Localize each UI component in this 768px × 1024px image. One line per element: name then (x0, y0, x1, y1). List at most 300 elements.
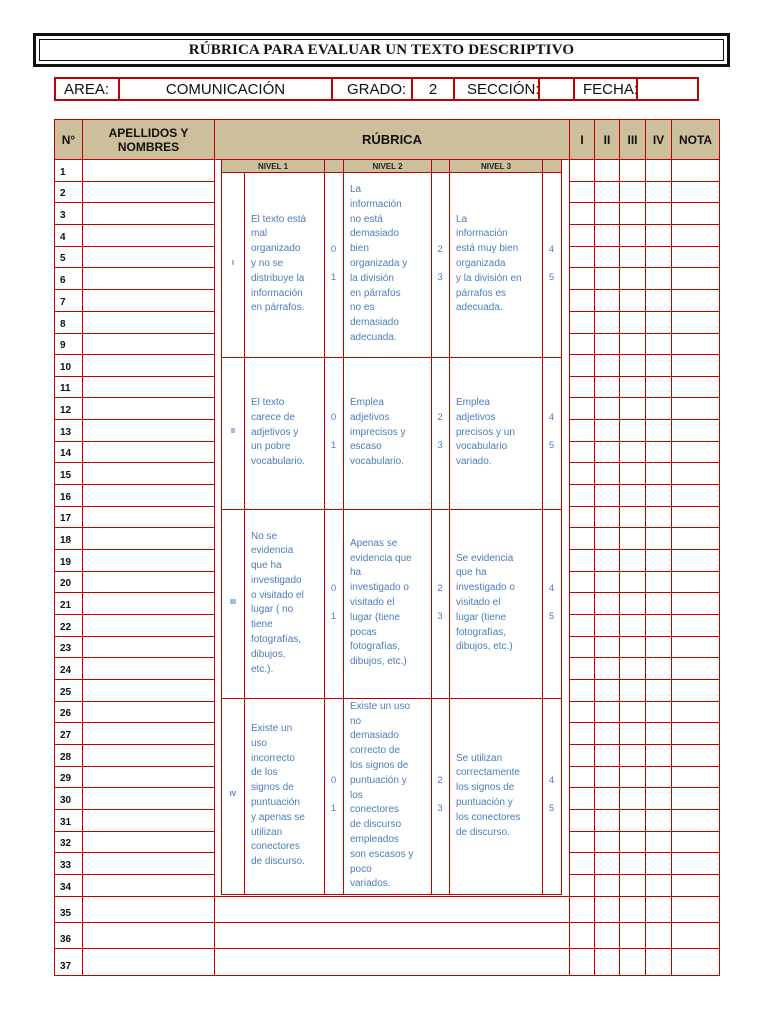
criterion-iv-s3-cell (542, 698, 562, 895)
row-number: 15 (60, 470, 72, 481)
row-number-cell (54, 267, 83, 290)
score-cell-iv[interactable] (645, 948, 672, 976)
score-cell-iii[interactable] (619, 679, 646, 702)
score-cell-iv[interactable] (645, 852, 672, 875)
row-number-cell (54, 181, 83, 203)
criterion-iii-n3-text: Se evidencia que ha investigado o visitado el lugar (tiene fotografías, dibujos, etc.) (456, 552, 515, 653)
score-cell-iii[interactable] (619, 896, 646, 923)
rubric-blank-row (214, 922, 570, 949)
nota-cell[interactable] (671, 224, 720, 247)
row-number: 4 (60, 232, 66, 243)
score-cell-iii[interactable] (619, 549, 646, 572)
student-name-cell[interactable] (82, 636, 215, 658)
student-name-cell[interactable] (82, 506, 215, 528)
score-cell-ii[interactable] (594, 636, 620, 658)
nota-cell[interactable] (671, 289, 720, 312)
score-cell-iii[interactable] (619, 874, 646, 897)
score-cell-iv[interactable] (645, 419, 672, 442)
student-name-cell[interactable] (82, 267, 215, 290)
nota-cell[interactable] (671, 744, 720, 767)
nota-cell[interactable] (671, 592, 720, 615)
student-name-cell[interactable] (82, 484, 215, 507)
score-cell-iii[interactable] (619, 354, 646, 377)
criterion-number: I (232, 259, 234, 267)
student-name-cell[interactable] (82, 722, 215, 745)
score-cell-iv[interactable] (645, 181, 672, 203)
nota-cell[interactable] (671, 831, 720, 853)
score-value: 3 (437, 440, 443, 451)
score-value: 2 (437, 775, 443, 786)
row-number: 30 (60, 795, 72, 806)
score-cell-iv[interactable] (645, 874, 672, 897)
score-value: 4 (548, 775, 555, 786)
score-cell-iii[interactable] (619, 506, 646, 528)
level-score-header (431, 159, 450, 173)
score-cell-i[interactable] (569, 506, 595, 528)
grado-label: GRADO: (333, 79, 413, 99)
nota-cell[interactable] (671, 397, 720, 420)
score-cell-ii[interactable] (594, 462, 620, 485)
score-cell-iv[interactable] (645, 614, 672, 637)
score-cell-ii[interactable] (594, 614, 620, 637)
nota-cell[interactable] (671, 636, 720, 658)
student-name-cell[interactable] (82, 181, 215, 203)
row-number-cell (54, 202, 83, 225)
student-name-cell[interactable] (82, 592, 215, 615)
score-cell-i[interactable] (569, 527, 595, 550)
criterion-number: III (230, 598, 236, 606)
row-number: 27 (60, 730, 72, 741)
score-cell-ii[interactable] (594, 874, 620, 897)
student-name-cell[interactable] (82, 333, 215, 355)
fecha-value[interactable] (638, 79, 697, 99)
score-cell-iv[interactable] (645, 831, 672, 853)
nota-cell[interactable] (671, 549, 720, 572)
nota-cell[interactable] (671, 657, 720, 680)
row-number-cell (54, 333, 83, 355)
nota-cell[interactable] (671, 441, 720, 463)
student-name-cell[interactable] (82, 246, 215, 268)
score-cell-iii[interactable] (619, 333, 646, 355)
score-cell-i[interactable] (569, 722, 595, 745)
score-cell-iii[interactable] (619, 614, 646, 637)
score-cell-iii[interactable] (619, 592, 646, 615)
nota-cell[interactable] (671, 614, 720, 637)
row-number: 16 (60, 492, 72, 503)
seccion-value[interactable] (540, 79, 575, 99)
score-cell-i[interactable] (569, 267, 595, 290)
student-name-cell[interactable] (82, 948, 215, 976)
score-cell-iii[interactable] (619, 948, 646, 976)
row-number: 34 (60, 882, 72, 893)
score-cell-ii[interactable] (594, 679, 620, 702)
nota-cell[interactable] (671, 874, 720, 897)
nota-cell[interactable] (671, 852, 720, 875)
student-name-cell[interactable] (82, 571, 215, 593)
score-cell-iii[interactable] (619, 419, 646, 442)
score-cell-ii[interactable] (594, 397, 620, 420)
score-cell-iv[interactable] (645, 246, 672, 268)
score-cell-i[interactable] (569, 311, 595, 334)
row-number: 1 (60, 167, 66, 178)
nota-cell[interactable] (671, 267, 720, 290)
score-value: 3 (437, 610, 443, 622)
row-number: 31 (60, 817, 72, 828)
score-cell-iv[interactable] (645, 441, 672, 463)
score-value: 4 (548, 582, 555, 594)
nota-cell[interactable] (671, 571, 720, 593)
score-value: 2 (437, 243, 443, 255)
row-number: 29 (60, 773, 72, 784)
criterion-ii-s3-cell (542, 357, 562, 510)
score-cell-ii[interactable] (594, 354, 620, 377)
student-name-cell[interactable] (82, 614, 215, 637)
criterion-i-n1-text: El texto está mal organizado y no se distribuye la información en párrafos. (251, 213, 307, 314)
score-cell-iii[interactable] (619, 701, 646, 723)
row-number: 37 (60, 961, 72, 972)
score-cell-iv[interactable] (645, 333, 672, 355)
score-cell-i[interactable] (569, 202, 595, 225)
nota-cell[interactable] (671, 948, 720, 976)
score-cell-ii[interactable] (594, 922, 620, 949)
score-cell-iv[interactable] (645, 809, 672, 832)
nota-cell[interactable] (671, 354, 720, 377)
score-cell-ii[interactable] (594, 527, 620, 550)
score-cell-i[interactable] (569, 766, 595, 788)
score-cell-iv[interactable] (645, 527, 672, 550)
score-cell-ii[interactable] (594, 441, 620, 463)
nota-cell[interactable] (671, 246, 720, 268)
score-cell-ii[interactable] (594, 852, 620, 875)
row-number: 26 (60, 708, 72, 719)
nota-cell[interactable] (671, 722, 720, 745)
nota-cell[interactable] (671, 419, 720, 442)
score-cell-iv[interactable] (645, 549, 672, 572)
score-cell-iv[interactable] (645, 636, 672, 658)
nota-cell[interactable] (671, 462, 720, 485)
score-cell-ii[interactable] (594, 722, 620, 745)
score-value: 0 (330, 775, 337, 786)
student-name-cell[interactable] (82, 397, 215, 420)
score-value: 0 (330, 412, 337, 423)
score-cell-iii[interactable] (619, 722, 646, 745)
row-number: 10 (60, 362, 72, 373)
student-name-cell[interactable] (82, 657, 215, 680)
student-name-cell[interactable] (82, 159, 215, 182)
student-name-cell[interactable] (82, 224, 215, 247)
score-cell-i[interactable] (569, 787, 595, 810)
score-cell-iii[interactable] (619, 289, 646, 312)
score-cell-iv[interactable] (645, 224, 672, 247)
nota-cell[interactable] (671, 701, 720, 723)
score-value: 0 (330, 243, 337, 255)
score-cell-iv[interactable] (645, 311, 672, 334)
score-cell-ii[interactable] (594, 896, 620, 923)
row-number: 32 (60, 838, 72, 849)
nota-cell[interactable] (671, 766, 720, 788)
criterion-ii-s2-cell (431, 357, 450, 510)
level-header-2: NIVEL 2 (343, 159, 432, 173)
row-number: 2 (60, 188, 66, 199)
grado-value: 2 (413, 79, 455, 99)
score-cell-i[interactable] (569, 852, 595, 875)
score-cell-iii[interactable] (619, 787, 646, 810)
score-cell-ii[interactable] (594, 246, 620, 268)
score-cell-iv[interactable] (645, 462, 672, 485)
score-cell-i[interactable] (569, 679, 595, 702)
student-name-cell[interactable] (82, 896, 215, 923)
score-cell-iii[interactable] (619, 852, 646, 875)
score-cell-ii[interactable] (594, 376, 620, 398)
score-cell-i[interactable] (569, 441, 595, 463)
score-cell-iii[interactable] (619, 636, 646, 658)
score-value: 3 (437, 803, 443, 814)
score-cell-iii[interactable] (619, 267, 646, 290)
level-header-3: NIVEL 3 (449, 159, 543, 173)
score-cell-ii[interactable] (594, 948, 620, 976)
criterion-i-s3-cell (542, 172, 562, 358)
score-cell-i[interactable] (569, 614, 595, 637)
score-cell-i[interactable] (569, 874, 595, 897)
criterion-ii-s1-cell (324, 357, 344, 510)
score-cell-ii[interactable] (594, 289, 620, 312)
score-cell-ii[interactable] (594, 506, 620, 528)
score-cell-iii[interactable] (619, 376, 646, 398)
student-name-cell[interactable] (82, 744, 215, 767)
nota-cell[interactable] (671, 159, 720, 182)
score-cell-ii[interactable] (594, 592, 620, 615)
score-cell-ii[interactable] (594, 744, 620, 767)
col-header-number: N° (54, 119, 83, 160)
nota-cell[interactable] (671, 679, 720, 702)
criterion-iii-s2-cell (431, 509, 450, 699)
score-cell-iii[interactable] (619, 441, 646, 463)
nota-cell[interactable] (671, 202, 720, 225)
score-cell-iv[interactable] (645, 267, 672, 290)
criterion-i-n2-text: La información no está demasiado bien organizada y la división en párrafos no es demasiado adecuada. (350, 184, 408, 344)
row-number: 22 (60, 622, 72, 633)
score-cell-iii[interactable] (619, 181, 646, 203)
score-cell-i[interactable] (569, 376, 595, 398)
score-cell-ii[interactable] (594, 159, 620, 182)
rubric-blank-row (214, 948, 570, 976)
score-cell-ii[interactable] (594, 181, 620, 203)
student-name-cell[interactable] (82, 527, 215, 550)
score-cell-iv[interactable] (645, 657, 672, 680)
score-value: 2 (437, 582, 443, 594)
student-name-cell[interactable] (82, 831, 215, 853)
criterion-iv-n1-text: Existe un uso incorrecto de los signos de puntuación y apenas se utilizan conectores de discurso. (251, 723, 305, 868)
score-cell-i[interactable] (569, 592, 595, 615)
student-name-cell[interactable] (82, 852, 215, 875)
score-cell-ii[interactable] (594, 701, 620, 723)
student-name-cell[interactable] (82, 311, 215, 334)
criterion-ii-n1-text: El texto carece de adjetivos y un pobre vocabulario. (251, 397, 305, 468)
score-cell-iii[interactable] (619, 246, 646, 268)
student-name-cell[interactable] (82, 441, 215, 463)
score-value: 5 (548, 610, 555, 622)
score-cell-ii[interactable] (594, 549, 620, 572)
score-value: 1 (330, 610, 337, 622)
score-cell-iii[interactable] (619, 397, 646, 420)
score-cell-i[interactable] (569, 419, 595, 442)
score-cell-iii[interactable] (619, 202, 646, 225)
student-name-cell[interactable] (82, 549, 215, 572)
score-cell-ii[interactable] (594, 787, 620, 810)
score-cell-iii[interactable] (619, 462, 646, 485)
student-name-cell[interactable] (82, 376, 215, 398)
score-cell-i[interactable] (569, 354, 595, 377)
score-cell-ii[interactable] (594, 267, 620, 290)
score-cell-iv[interactable] (645, 896, 672, 923)
score-cell-i[interactable] (569, 922, 595, 949)
nota-cell[interactable] (671, 896, 720, 923)
student-name-cell[interactable] (82, 462, 215, 485)
score-cell-ii[interactable] (594, 224, 620, 247)
row-number: 18 (60, 535, 72, 546)
score-cell-iii[interactable] (619, 311, 646, 334)
score-value: 5 (548, 271, 555, 283)
score-cell-iv[interactable] (645, 922, 672, 949)
score-cell-iii[interactable] (619, 484, 646, 507)
criterion-iv-n2-text: Existe un uso no demasiado correcto de los signos de puntuación y los conectores de discurso empleados son escasos y poco variados. (350, 700, 414, 890)
student-name-cell[interactable] (82, 874, 215, 897)
score-cell-iii[interactable] (619, 657, 646, 680)
score-cell-iv[interactable] (645, 744, 672, 767)
score-cell-iii[interactable] (619, 159, 646, 182)
score-cell-iii[interactable] (619, 809, 646, 832)
score-cell-iv[interactable] (645, 202, 672, 225)
score-cell-iii[interactable] (619, 527, 646, 550)
score-cell-ii[interactable] (594, 333, 620, 355)
row-number: 20 (60, 578, 72, 589)
score-cell-i[interactable] (569, 896, 595, 923)
nota-cell[interactable] (671, 527, 720, 550)
score-cell-ii[interactable] (594, 809, 620, 832)
score-cell-i[interactable] (569, 657, 595, 680)
score-cell-iv[interactable] (645, 679, 672, 702)
student-name-cell[interactable] (82, 787, 215, 810)
row-number: 36 (60, 934, 72, 945)
row-number: 17 (60, 513, 72, 524)
score-cell-i[interactable] (569, 831, 595, 853)
score-cell-i[interactable] (569, 397, 595, 420)
score-cell-ii[interactable] (594, 202, 620, 225)
score-value: 1 (330, 440, 337, 451)
score-cell-ii[interactable] (594, 831, 620, 853)
score-cell-i[interactable] (569, 701, 595, 723)
score-value: 2 (437, 412, 443, 423)
criterion-iii-s3-cell (542, 509, 562, 699)
criterion-i-n3-text: La información está muy bien organizada y la división en párrafos es adecuada. (456, 213, 522, 314)
criterion-iii-n2-text: Apenas se evidencia que ha investigado o visitado el lugar (tiene pocas fotografías, dibujos, etc.) (350, 537, 412, 668)
score-cell-iv[interactable] (645, 484, 672, 507)
nota-cell[interactable] (671, 333, 720, 355)
score-cell-iii[interactable] (619, 766, 646, 788)
score-cell-i[interactable] (569, 462, 595, 485)
score-cell-iv[interactable] (645, 701, 672, 723)
score-cell-i[interactable] (569, 809, 595, 832)
nota-cell[interactable] (671, 922, 720, 949)
score-cell-iii[interactable] (619, 571, 646, 593)
row-number: 14 (60, 448, 72, 459)
student-name-cell[interactable] (82, 289, 215, 312)
title-frame (33, 33, 730, 67)
score-cell-iv[interactable] (645, 766, 672, 788)
nota-cell[interactable] (671, 311, 720, 334)
score-cell-ii[interactable] (594, 657, 620, 680)
student-name-cell[interactable] (82, 419, 215, 442)
nota-cell[interactable] (671, 181, 720, 203)
nota-cell[interactable] (671, 787, 720, 810)
score-cell-i[interactable] (569, 484, 595, 507)
score-cell-iv[interactable] (645, 376, 672, 398)
score-cell-ii[interactable] (594, 766, 620, 788)
score-cell-iv[interactable] (645, 397, 672, 420)
score-cell-iii[interactable] (619, 922, 646, 949)
student-name-cell[interactable] (82, 679, 215, 702)
student-name-cell[interactable] (82, 809, 215, 832)
page-title: RÚBRICA PARA EVALUAR UN TEXTO DESCRIPTIVO (39, 39, 724, 61)
criterion-number: IV (229, 791, 237, 798)
score-cell-i[interactable] (569, 744, 595, 767)
score-value: 1 (330, 271, 337, 283)
score-cell-iv[interactable] (645, 722, 672, 745)
score-cell-i[interactable] (569, 246, 595, 268)
score-cell-iii[interactable] (619, 831, 646, 853)
student-name-cell[interactable] (82, 354, 215, 377)
score-cell-iv[interactable] (645, 506, 672, 528)
score-cell-ii[interactable] (594, 419, 620, 442)
student-name-cell[interactable] (82, 922, 215, 949)
criterion-iii-n1-text: No se evidencia que ha investigado o visitado el lugar ( no tiene fotografías, dibujos, etc.). (251, 530, 304, 675)
score-cell-i[interactable] (569, 571, 595, 593)
col-header-score-iv: IV (645, 119, 672, 160)
student-name-cell[interactable] (82, 701, 215, 723)
student-name-cell[interactable] (82, 202, 215, 225)
score-cell-iii[interactable] (619, 224, 646, 247)
nota-cell[interactable] (671, 376, 720, 398)
score-cell-ii[interactable] (594, 311, 620, 334)
row-number: 23 (60, 643, 72, 654)
row-number: 8 (60, 319, 66, 330)
score-cell-iv[interactable] (645, 354, 672, 377)
score-cell-iii[interactable] (619, 744, 646, 767)
score-cell-iv[interactable] (645, 592, 672, 615)
score-cell-iv[interactable] (645, 289, 672, 312)
score-cell-i[interactable] (569, 636, 595, 658)
score-cell-ii[interactable] (594, 484, 620, 507)
nota-cell[interactable] (671, 809, 720, 832)
rubric-blank-row (214, 896, 570, 923)
student-name-cell[interactable] (82, 766, 215, 788)
score-cell-i[interactable] (569, 333, 595, 355)
score-cell-i[interactable] (569, 159, 595, 182)
score-cell-i[interactable] (569, 181, 595, 203)
nota-cell[interactable] (671, 506, 720, 528)
info-row (54, 77, 699, 101)
score-cell-iv[interactable] (645, 159, 672, 182)
score-cell-i[interactable] (569, 289, 595, 312)
score-cell-iv[interactable] (645, 571, 672, 593)
score-cell-ii[interactable] (594, 571, 620, 593)
score-cell-iv[interactable] (645, 787, 672, 810)
score-cell-i[interactable] (569, 549, 595, 572)
criterion-i-s1-cell (324, 172, 344, 358)
score-cell-i[interactable] (569, 948, 595, 976)
nota-cell[interactable] (671, 484, 720, 507)
score-cell-i[interactable] (569, 224, 595, 247)
